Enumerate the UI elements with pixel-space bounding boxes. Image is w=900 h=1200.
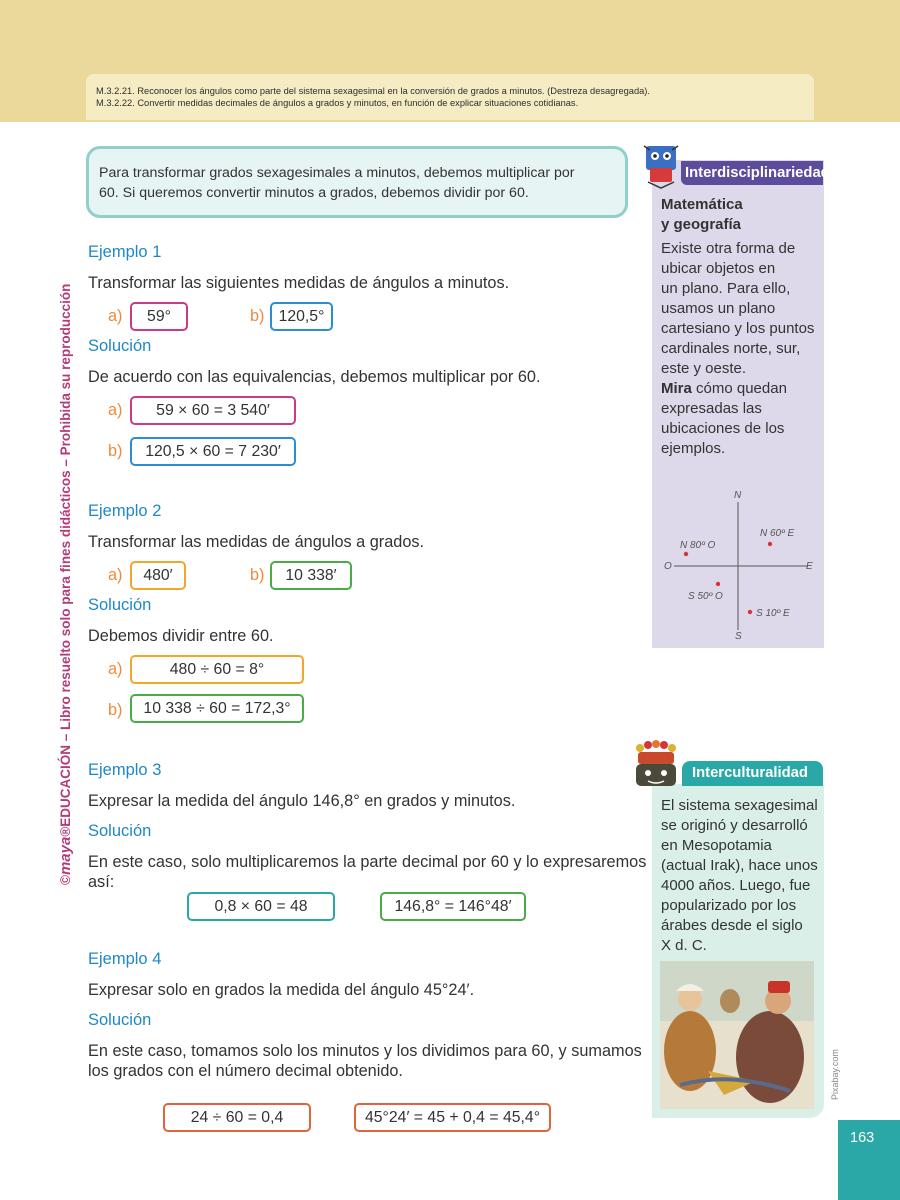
point-n80o (684, 552, 688, 556)
body-line: X d. C. (661, 937, 707, 954)
ejemplo-1-a-label: a) (108, 307, 123, 325)
south-label: S (735, 631, 742, 640)
ejemplo-2-solucion: Solución (88, 596, 152, 614)
ejemplo-2-sol-a-label: a) (108, 660, 123, 678)
mira-word: Mira (661, 380, 692, 397)
ejemplo-2-a-label: a) (108, 566, 123, 584)
side-credit (55, 283, 77, 885)
body-line: expresadas las (661, 400, 762, 417)
point-label-n80o: N 80º O (680, 540, 716, 551)
body-line: El sistema sexagesimal (661, 797, 818, 814)
north-label: N (734, 490, 742, 501)
body-line: cardinales norte, sur, (661, 340, 801, 357)
ejemplo-1-sol-a-label: a) (108, 401, 123, 419)
body-line-mira (661, 379, 821, 399)
ejemplo-3-statement: Expresar la medida del ángulo 146,8° en grados y minutos. (88, 792, 516, 810)
mira-rest: cómo quedan (691, 380, 787, 397)
east-label: E (806, 561, 813, 572)
body-line: este y oeste. (661, 360, 747, 377)
ejemplo-1-solucion: Solución (88, 337, 152, 355)
skill-line-2: M.3.2.22. Convertir medidas decimales de ángulos a grados y minutos, en función de explicar situaciones cotidianas. (96, 97, 579, 108)
point-n60e (768, 542, 772, 546)
ejemplo-2-title: Ejemplo 2 (88, 502, 162, 520)
point-label-s10e: S 10º E (756, 608, 790, 619)
hat-mascot-icon (628, 740, 684, 794)
image-credit: Pixabay.com (830, 1049, 840, 1100)
ejemplo-1-a-box: 59° (130, 302, 188, 331)
intro-line-1: Para transformar grados sexagesimales a minutos, debemos multiplicar por (99, 165, 575, 181)
ejemplo-1-explanation: De acuerdo con las equivalencias, debemos multiplicar por 60. (88, 368, 541, 386)
body-line: ubicar objetos en (661, 260, 776, 277)
ejemplo-2-b-label: b) (250, 566, 265, 584)
ejemplo-4-box-2: 45°24′ = 45 + 0,4 = 45,4° (354, 1103, 551, 1132)
body-line: 4000 años. Luego, fue (661, 877, 811, 894)
interculturalidad-header: Interculturalidad (682, 761, 823, 786)
body-line: ubicaciones de los (661, 420, 785, 437)
body-line: cartesiano y los puntos (661, 320, 815, 337)
interdisciplinariedad-header: Interdisciplinariedad (681, 161, 823, 185)
book-mascot-icon (640, 142, 682, 190)
body-line: árabes desde el siglo (661, 917, 803, 934)
ejemplo-3-explanation-1: En este caso, solo multiplicaremos la parte decimal por 60 y lo expresaremos (88, 853, 647, 871)
point-s10e (748, 610, 752, 614)
ejemplo-1-b-box: 120,5° (270, 302, 333, 331)
page-number: 163 (838, 1120, 900, 1200)
title-line-2: y geografía (661, 216, 742, 233)
ejemplo-3-explanation-2: así: (88, 873, 115, 891)
body-line: popularizado por los (661, 897, 797, 914)
ejemplo-1-sol-b-box: 120,5 × 60 = 7 230′ (130, 437, 296, 466)
ejemplo-3-title: Ejemplo 3 (88, 761, 162, 779)
ejemplo-3-solucion: Solución (88, 822, 152, 840)
ejemplo-2-sol-a-box: 480 ÷ 60 = 8° (130, 655, 304, 684)
ejemplo-3-box-2: 146,8° = 146°48′ (380, 892, 526, 921)
ejemplo-4-box-1: 24 ÷ 60 = 0,4 (163, 1103, 311, 1132)
ejemplo-4-explanation-1: En este caso, tomamos solo los minutos y los dividimos para 60, y sumamos (88, 1042, 642, 1060)
body-line: un plano. Para ello, (661, 280, 791, 297)
skills-box (86, 74, 814, 120)
title-line-1: Matemática (661, 196, 743, 213)
ejemplo-1-sol-a-box: 59 × 60 = 3 540′ (130, 396, 296, 425)
ejemplo-4-explanation-2: los grados con el número decimal obtenido. (88, 1062, 403, 1080)
west-label: O (664, 561, 672, 572)
ejemplo-2-sol-b-box: 10 338 ÷ 60 = 172,3° (130, 694, 304, 723)
ejemplo-4-statement: Expresar solo en grados la medida del ángulo 45°24′. (88, 981, 475, 999)
ejemplo-4-title: Ejemplo 4 (88, 950, 162, 968)
interculturalidad-body (661, 796, 821, 956)
ejemplo-1-b-label: b) (250, 307, 265, 325)
credit-text: ®EDUCACIÓN – Libro resuelto solo para fines didácticos – Prohibida su reproducción (58, 283, 73, 837)
ejemplo-4-solucion: Solución (88, 1011, 152, 1029)
body-line: ejemplos. (661, 440, 726, 457)
body-line: (actual Irak), hace unos (661, 857, 818, 874)
ejemplo-2-sol-b-label: b) (108, 701, 123, 719)
intro-line-2: 60. Si queremos convertir minutos a grados, debemos dividir por 60. (99, 185, 529, 201)
intro-box (86, 146, 628, 218)
point-s50o (716, 582, 720, 586)
body-line: se originó y desarrolló (661, 817, 808, 834)
point-label-s50o: S 50º O (688, 591, 723, 602)
interdisciplinariedad-body (661, 239, 821, 459)
ejemplo-1-sol-b-label: b) (108, 442, 123, 460)
ejemplo-2-b-box: 10 338′ (270, 561, 352, 590)
body-line: en Mesopotamia (661, 837, 772, 854)
ejemplo-3-box-1: 0,8 × 60 = 48 (187, 892, 335, 921)
body-line: Existe otra forma de (661, 240, 796, 257)
ejemplo-1-title: Ejemplo 1 (88, 243, 162, 261)
ejemplo-1-statement: Transformar las siguientes medidas de ángulos a minutos. (88, 274, 510, 292)
ejemplo-2-a-box: 480′ (130, 561, 186, 590)
skill-line-1: M.3.2.21. Reconocer los ángulos como parte del sistema sexagesimal en la conversión de grados a minutos. (Destreza desagregada). (96, 86, 650, 96)
ejemplo-2-statement: Transformar las medidas de ángulos a grados. (88, 533, 425, 551)
brand-logo: maya (57, 836, 74, 876)
interdisciplinariedad-title (661, 195, 743, 235)
arab-traders-illustration (660, 961, 814, 1109)
point-label-n60e: N 60º E (760, 528, 795, 539)
body-line: usamos un plano (661, 300, 776, 317)
copyright-symbol: © (58, 875, 73, 885)
cardinal-map (662, 488, 818, 640)
ejemplo-2-explanation: Debemos dividir entre 60. (88, 627, 274, 645)
